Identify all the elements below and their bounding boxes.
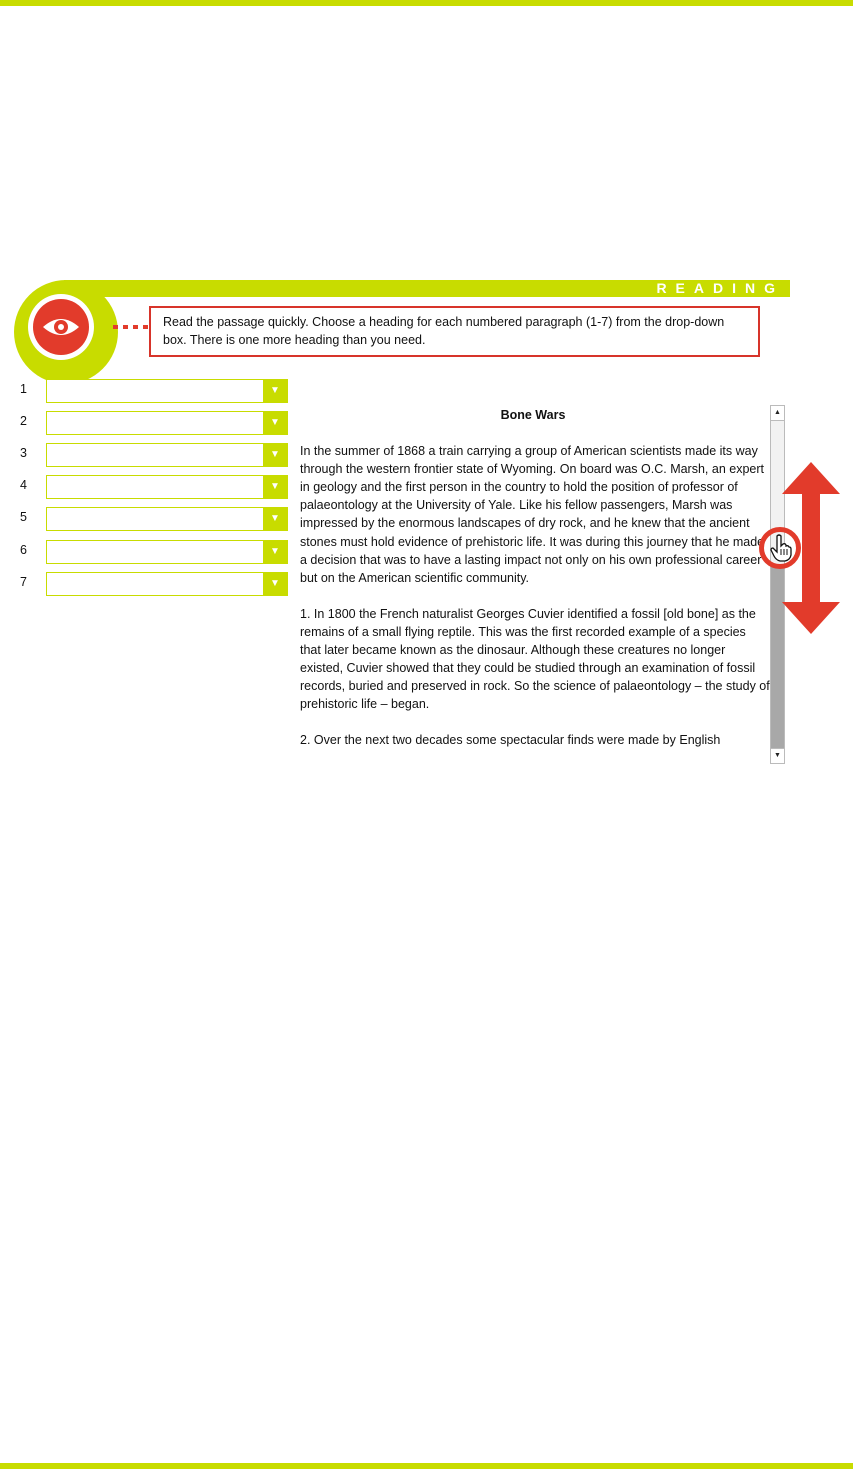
section-header-band: [64, 280, 790, 297]
connector-dots: [113, 325, 149, 329]
dropdown-arrow-icon[interactable]: ▼: [263, 476, 287, 498]
heading-select-6[interactable]: [46, 540, 288, 564]
passage-paragraph-2: 2. Over the next two decades some spectacular finds were made by English: [300, 733, 721, 748]
dropdown-number: 5: [20, 510, 27, 524]
dropdown-row-4: [20, 475, 290, 499]
heading-select-5[interactable]: [46, 507, 288, 531]
dropdown-number: 6: [20, 543, 27, 557]
scroll-up-arrow-icon[interactable]: ▲: [771, 406, 784, 421]
bottom-decorative-bar: [0, 1463, 853, 1469]
dropdown-arrow-icon[interactable]: ▼: [263, 444, 287, 466]
dropdown-arrow-icon[interactable]: ▼: [263, 573, 287, 595]
dropdown-number: 7: [20, 575, 27, 589]
heading-select-4[interactable]: [46, 475, 288, 499]
dropdown-arrow-icon[interactable]: ▼: [263, 541, 287, 563]
dropdown-row-3: [20, 443, 290, 467]
dropdown-number: 1: [20, 382, 27, 396]
heading-select-1[interactable]: [46, 379, 288, 403]
dropdown-number: 3: [20, 446, 27, 460]
passage-paragraph-intro: In the summer of 1868 a train carrying a group of American scientists made its way through the western frontier state of Wyoming. On board was O.C. Marsh, an expert in geology and the first person in the country to hold the position of professor of palaeontology at the University of Yale. Like his fellow passengers, Marsh was impressed by the enormous landscapes of dry rock, and he knew that the ancient stones must hold evidence of prehistoric life. It was during this journey that he made a decision that was to have a lasting impact not only on his own professional career but on the American scientific community.: [300, 444, 765, 585]
reading-passage[interactable]: [300, 403, 770, 765]
heading-select-3[interactable]: [46, 443, 288, 467]
dropdown-arrow-icon[interactable]: ▼: [263, 508, 287, 530]
passage-paragraph-1: 1. In 1800 the French naturalist Georges Cuvier identified a fossil [old bone] as the remains of a small flying reptile. This was the first recorded example of a species that later became known as the dinosaur. Although these creatures no longer existed, Cuvier showed that they could be studied through an examination of fossil records, buried and preserved in rock. So the science of palaeontology – the study of prehistoric life – began.: [300, 606, 770, 712]
top-decorative-bar: [0, 0, 853, 6]
hand-cursor-icon: [770, 534, 792, 562]
dropdown-row-1: [20, 379, 290, 403]
heading-select-7[interactable]: [46, 572, 288, 596]
dropdown-arrow-icon[interactable]: ▼: [263, 380, 287, 402]
instruction-box: Read the passage quickly. Choose a heading for each numbered paragraph (1-7) from the drop-down box. There is one more heading than you need.: [149, 306, 760, 357]
dropdown-row-2: [20, 411, 290, 435]
eye-icon: [33, 299, 89, 355]
dropdown-number: 2: [20, 414, 27, 428]
passage-title: Bone Wars: [500, 408, 566, 422]
section-label: READING: [656, 280, 784, 296]
dropdown-row-5: [20, 507, 290, 531]
dropdown-arrow-icon[interactable]: ▼: [263, 412, 287, 434]
dropdown-number: 4: [20, 478, 27, 492]
heading-select-2[interactable]: [46, 411, 288, 435]
dropdown-row-7: [20, 572, 290, 596]
dropdown-row-6: [20, 540, 290, 564]
scroll-down-arrow-icon[interactable]: ▼: [771, 748, 784, 763]
